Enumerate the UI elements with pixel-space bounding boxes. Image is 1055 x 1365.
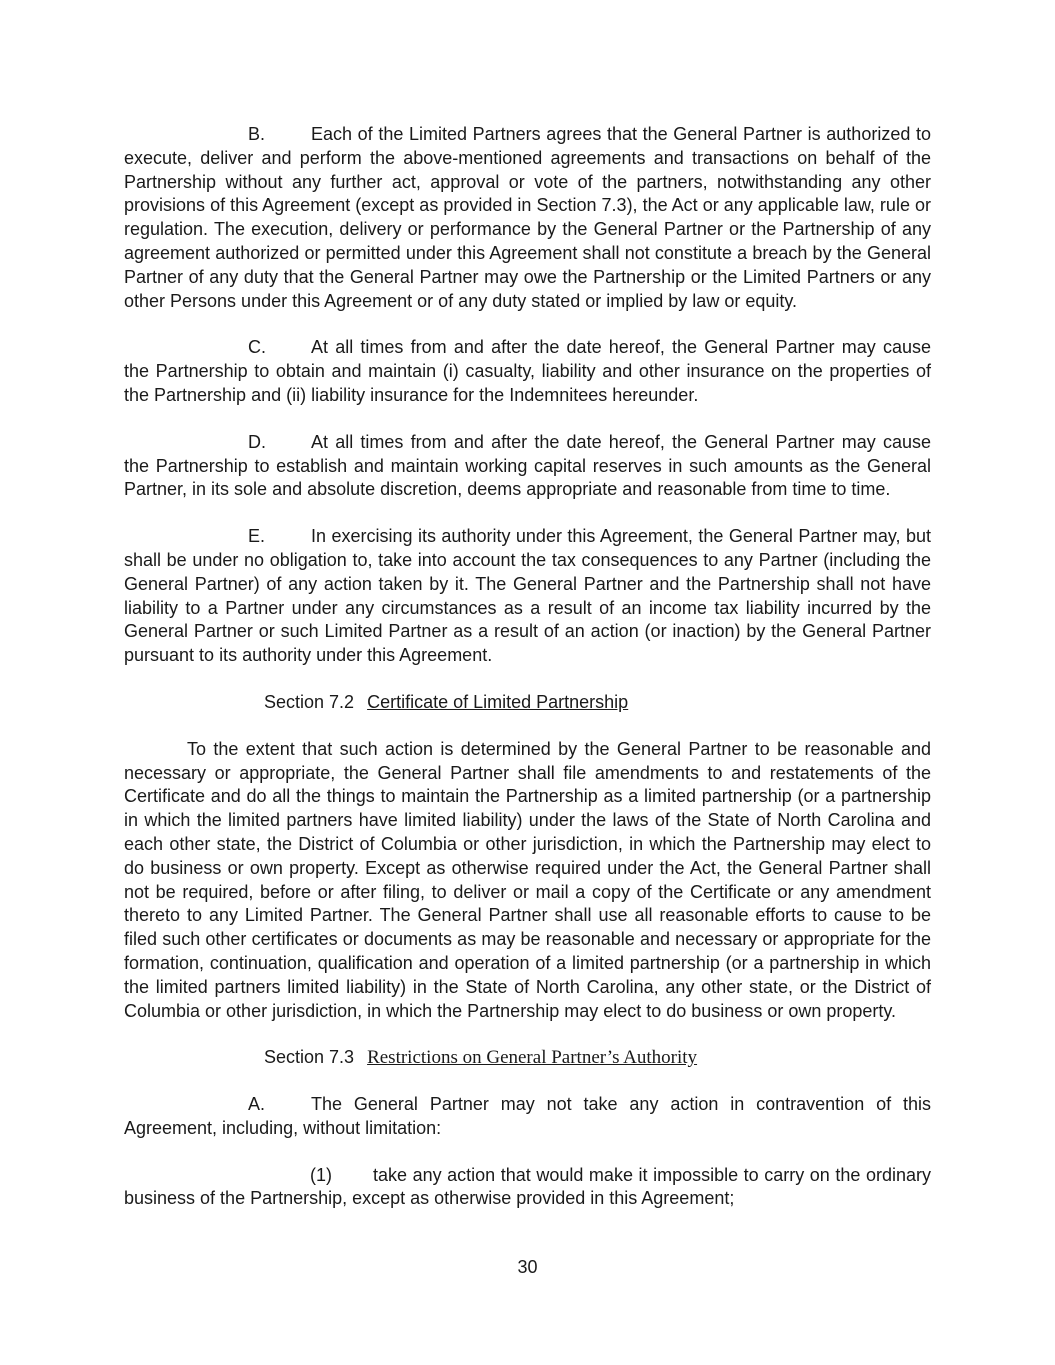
paragraph-d xyxy=(124,431,931,502)
list-item-1 xyxy=(124,1164,931,1212)
paragraph-label: C. xyxy=(248,337,266,358)
paragraph-c xyxy=(124,336,931,407)
paragraph-text: In exercising its authority under this Agreement, the General Partner may, but shall be under no obligation to, take into account the tax consequences to any Partner (including the General Partner) of any action taken by it. The General Partner and the Partnership shall not have liability to a Partner under any circumstances as a result of an income tax liability incurred by the General Partner or such Limited Partner as a result of an action (or inaction) by the General Partner pursuant to its authority under this Agreement. xyxy=(124,526,931,666)
paragraph-e xyxy=(124,525,931,668)
paragraph-label: A. xyxy=(248,1094,266,1115)
section-number: Section 7.3 xyxy=(264,1047,355,1068)
section-7-3-heading xyxy=(264,1046,931,1070)
section-number: Section 7.2 xyxy=(264,691,355,712)
paragraph-b xyxy=(124,123,931,313)
paragraph-label: B. xyxy=(248,124,266,144)
paragraph-text: Each of the Limited Partners agrees that the General Partner is authorized to execute, deliver and perform the above-mentioned agreements and transactions on behalf of the Partnership without any further act, approval or vote of the partners, notwithstanding any other provisions of this Agreement (except as provided in Section 7.3), the Act or any applicable law, rule or regulation. The execution, delivery or performance by the General Partner or the Partnership of any agreement authorized or permitted under this Agreement shall not constitute a breach by the General Partner of any duty that the General Partner may owe the Partnership or the Limited Partners or any other Persons under this Agreement or of any duty stated or implied by law or equity. xyxy=(124,124,931,311)
paragraph-label: D. xyxy=(248,431,266,452)
section-7-2-body: To the extent that such action is determined by the General Partner to be reasonable and necessary or appropriate, the General Partner shall file amendments to and restatements of the Certificate and do all the things to maintain the Partnership as a limited partnership (or a partnership in which the limited partners have limited liability) under the laws of the State of North Carolina and each other state, the District of Columbia or other jurisdiction, in which the Partnership may elect to do business or own property. Except as otherwise required under the Act, the General Partner shall not be required, before or after filing, to deliver or mail a copy of the Certificate or any amendment thereto to any Limited Partner. The General Partner shall use all reasonable efforts to cause to be filed such other certificates or documents as may be reasonable and necessary or appropriate for the formation, continuation, qualification and operation of a limited partnership (or a partnership in which the limited partners limited liability) in the State of North Carolina, any other state, or the District of Columbia or other jurisdiction, in which the Partnership may elect to do business or own property. xyxy=(124,738,931,1021)
section-title: Certificate of Limited Partnership xyxy=(367,691,629,712)
paragraph-label: E. xyxy=(248,526,266,547)
section-title: Restrictions on General Partner’s Authority xyxy=(367,1047,698,1069)
page-number: 30 xyxy=(517,1257,538,1277)
document-page xyxy=(124,123,931,1234)
list-item-label: (1) xyxy=(310,1164,332,1185)
paragraph-7-3-a xyxy=(124,1093,931,1141)
section-7-2-heading xyxy=(264,691,931,715)
paragraph-text: The General Partner may not take any action in contravention of this Agreement, including, without limitation: xyxy=(124,1094,931,1138)
paragraph-text: At all times from and after the date hereof, the General Partner may cause the Partnership to obtain and maintain (i) casualty, liability and other insurance on the properties of the Partnership and (ii) liability insurance for the Indemnitees hereunder. xyxy=(124,337,931,405)
paragraph-text: At all times from and after the date hereof, the General Partner may cause the Partnership to establish and maintain working capital reserves in such amounts as the General Partner, in its sole and absolute discretion, deems appropriate and reasonable from time to time. xyxy=(124,431,931,500)
list-item-text: take any action that would make it impossible to carry on the ordinary business of the Partnership, except as otherwise provided in this Agreement; xyxy=(124,1164,931,1209)
